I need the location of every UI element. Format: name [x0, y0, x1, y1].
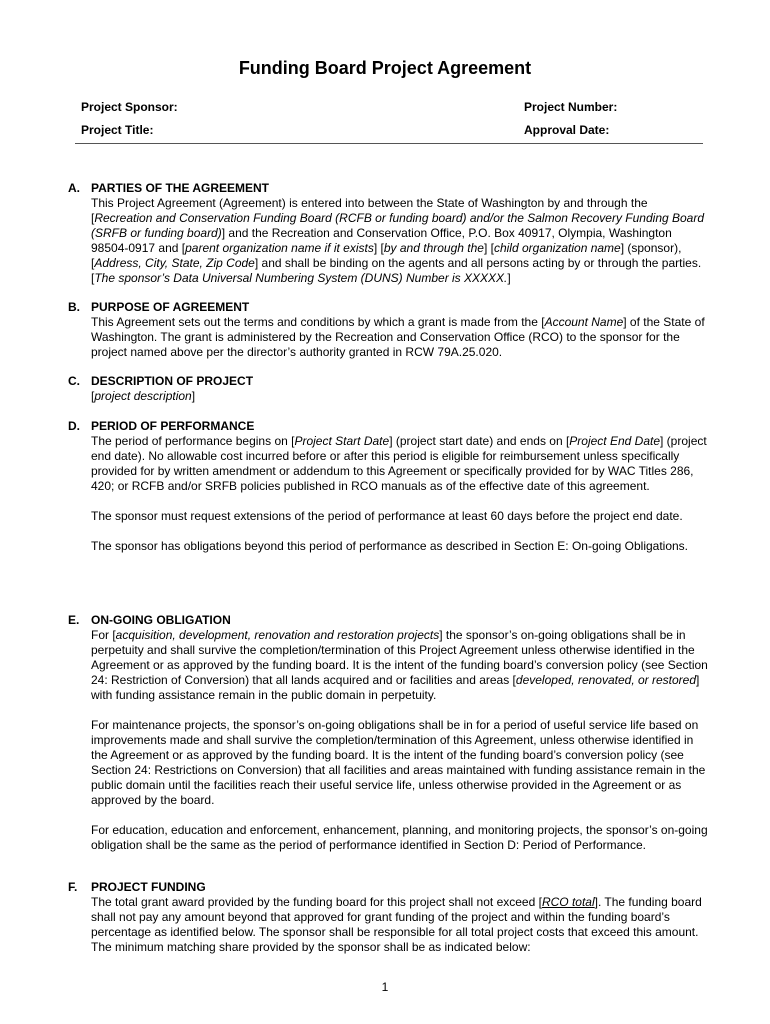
section-heading: PARTIES OF THE AGREEMENT — [91, 181, 270, 195]
document-title: Funding Board Project Agreement — [238, 58, 532, 78]
section-heading: ON-GOING OBLIGATION — [91, 613, 231, 627]
section-letter: A. — [68, 181, 80, 195]
section-paragraph: This Agreement sets out the terms and conditions by which a grant is made from the [Account Name] of the State of Washington. The grant is administered by the Recreation and Conservation Office (RCO) to the sponsor for the project named above per the director’s authority granted in RCW 79A.25.020. — [91, 315, 705, 359]
page-number: 1 — [381, 980, 389, 994]
section-paragraph: For [acquisition, development, renovation and restoration projects] the sponsor’s on-going obligations shall be in perpetuity and shall survive the completion/termination of this Project Agreement unless otherwise identified in the Agreement or as approved by the funding board. It is the intent of the funding board’s conversion policy (see Section 24: Restriction of Conversion) that all lands acquired and or facilities and areas [developed, renovated, or restored] with funding assistance remain in the public domain in perpetuity. — [91, 628, 708, 702]
section-paragraph: [project description] — [91, 389, 196, 403]
section-e — [68, 613, 708, 853]
section-heading: PURPOSE OF AGREEMENT — [91, 300, 250, 314]
section-heading: DESCRIPTION OF PROJECT — [91, 374, 254, 388]
section-paragraph: The sponsor has obligations beyond this period of performance as described in Section E: On-going Obligations. — [91, 539, 689, 553]
section-paragraph: The sponsor must request extensions of the period of performance at least 60 days before the project end date. — [91, 509, 683, 523]
section-d — [68, 419, 708, 554]
section-letter: F. — [68, 880, 78, 894]
section-letter: D. — [68, 419, 80, 433]
section-letter: C. — [68, 374, 80, 388]
section-paragraph: The period of performance begins on [Project Start Date] (project start date) and ends on [Project End Date] (project end date). No allowable cost incurred before or after this period is eligible for reimbursement unless specifically provided for by written amendment or addendum to this Agreement or specifically provided for by WAC Titles 286, 420; or RCFB and/or SRFB policies published in RCO manuals as of the effective date of this agreement. — [91, 434, 707, 493]
section-heading: PERIOD OF PERFORMANCE — [91, 419, 255, 433]
section-paragraph: The total grant award provided by the funding board for this project shall not exceed [RCO total]. The funding board shall not pay any amount beyond that approved for grant funding of the project and within the funding board’s percentage as identified below. The sponsor shall be responsible for all total project costs that exceed this amount. The minimum matching share provided by the sponsor shall be as indicated below: — [91, 895, 702, 954]
section-c — [68, 374, 708, 404]
section-f — [68, 880, 708, 955]
section-a — [68, 181, 708, 286]
section-letter: B. — [68, 300, 80, 314]
section-paragraph: For education, education and enforcement, enhancement, planning, and monitoring projects, the sponsor’s on-going obligation shall be the same as the period of performance identified in Section D: Period of Performance. — [91, 823, 708, 852]
project-number-label: Project Number: — [524, 100, 618, 114]
header-divider — [75, 143, 703, 144]
section-paragraph: For maintenance projects, the sponsor’s on-going obligations shall be in for a period of useful service life based on improvements made and shall survive the completion/termination of this Agreement, unless otherwise identified in the Agreement or as approved by the funding board. It is the intent of the funding board’s conversion policy (see Section 24: Restrictions on Conversion) that all facilities and areas maintained with funding assistance remain in the public domain until the facilities reach their useful service life, unless otherwise provided in the Agreement or as approved by the board. — [91, 718, 706, 807]
section-b — [68, 300, 708, 360]
approval-date-label: Approval Date: — [524, 123, 610, 137]
section-letter: E. — [68, 613, 80, 627]
project-sponsor-label: Project Sponsor: — [81, 100, 178, 114]
section-heading: PROJECT FUNDING — [91, 880, 206, 894]
project-title-label: Project Title: — [81, 123, 154, 137]
section-paragraph: This Project Agreement (Agreement) is entered into between the State of Washington by and through the [Recreation and Conservation Funding Board (RCFB or funding board) and/or the Salmon Recovery Funding Board (SRFB or funding board)] and the Recreation and Conservation Office, P.O. Box 40917, Olympia, Washington 98504-0917 and [parent organization name if it exists] [by and through the] [child organization name] (sponsor), [Address, City, State, Zip Code] and shall be binding on the agents and all persons acting by or through the parties. [The sponsor’s Data Universal Numbering System (DUNS) Number is XXXXX.] — [91, 196, 705, 285]
